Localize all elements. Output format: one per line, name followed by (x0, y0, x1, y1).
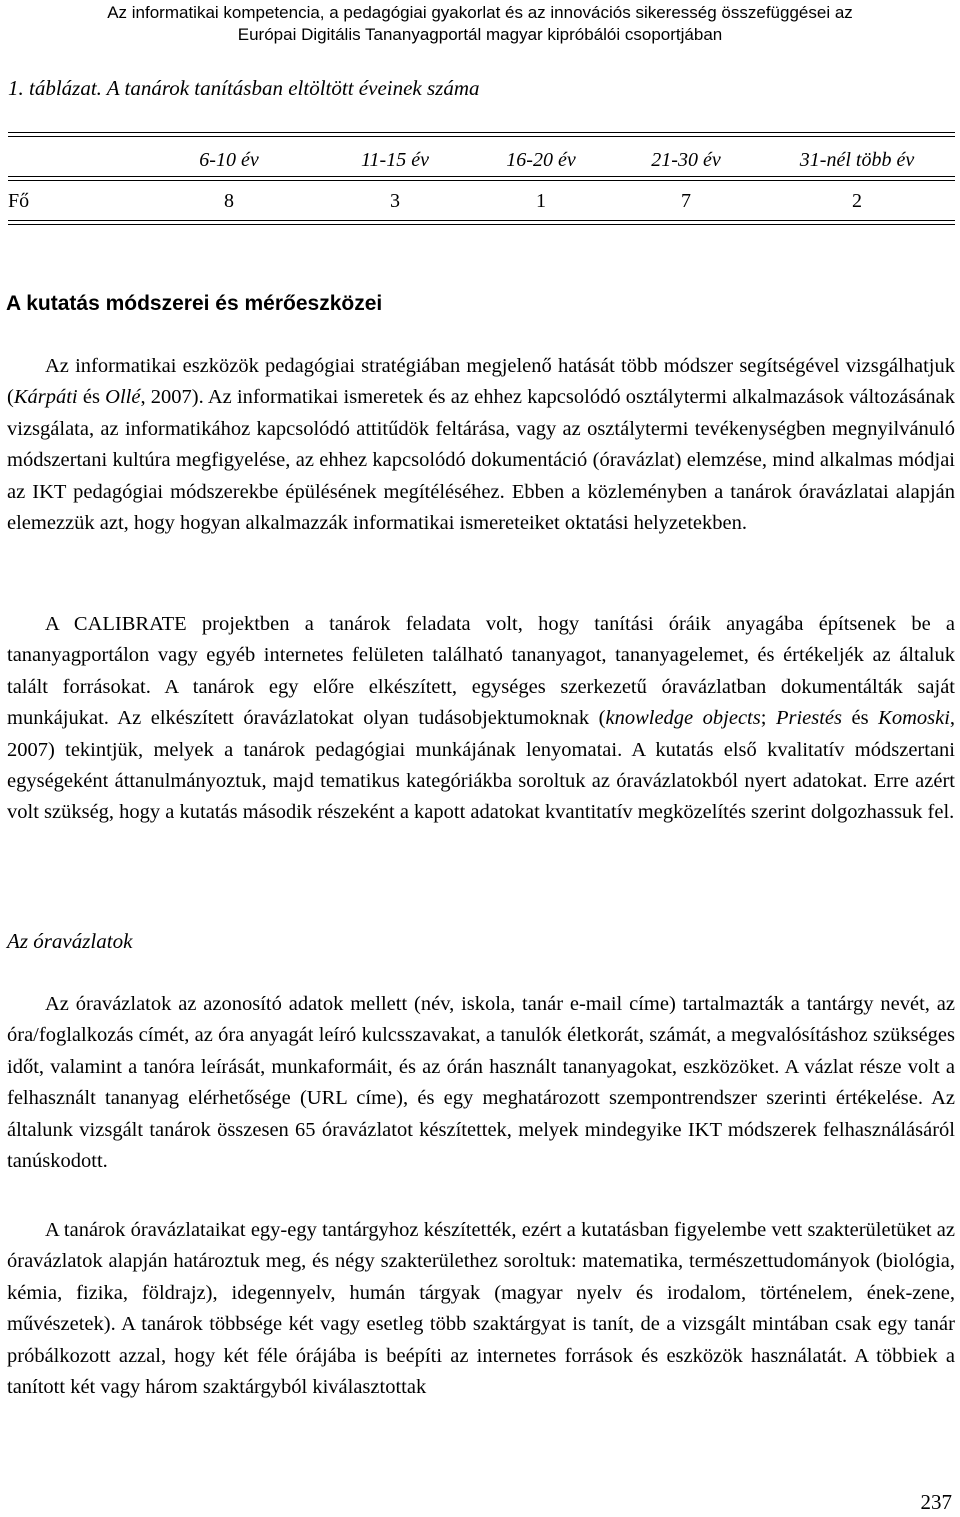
citation-author: Priestés (775, 707, 843, 730)
running-header (0, 2, 960, 46)
cell-value: 3 (390, 190, 400, 212)
cell-value: 2 (852, 190, 862, 212)
citation-author: Ollé (105, 386, 141, 409)
text-run: és (77, 386, 106, 409)
paragraph-lesson-plans-1: Az óravázlatok az azonosító adatok mellett (név, iskola, tanár e-mail címe) tartalmazták a tantárgy nevét, az óra/foglalkozás címét, az óra anyagát leíró kulcsszavakat, a tanulók életkorát, számát, a megvalósításhoz szükséges időt, valamint a tanóra leírását, munkaformáit, és az órán használt tananyagokat, eszközöket. A vázlat része volt a felhasznált tananyag elérhetősége (URL címe), és egy meghatározott szempontrendszer szerinti értékelése. Az általunk vizsgált tanárok összesen 65 óravázlatot készítettek, melyek mindegyike IKT módszerek felhasználásáról tanúskodott. (7, 993, 955, 1173)
column-header-16-20: 16-20 év (506, 149, 576, 171)
running-header-line-1: Az informatikai kompetencia, a pedagógiai gyakorlat és az innovációs sikeresség összefüggései az (107, 3, 853, 22)
column-header-6-10: 6-10 év (199, 149, 259, 171)
text-run: és (842, 707, 879, 730)
column-header-11-15: 11-15 év (361, 149, 429, 171)
cell-value: 7 (681, 190, 691, 212)
table-bottom-rule (8, 220, 955, 225)
running-header-line-2: Európai Digitális Tananyagportál magyar kipróbálói csoportjában (237, 25, 723, 44)
paragraph-methods-2 (7, 609, 955, 829)
text-run: , 2007) tekintjük, melyek a tanárok pedagógiai munkájának lenyomatai. A kutatás első kvalitatív módszertani egységeként áttanulmányoztuk, majd tematikus kategóriákba soroltuk az óravázlatokból nyert adatokat. Erre azért volt szükség, hogy a kutatás második részeként a kapott adatokat kvantitatív megközelítés szerint dolgozhassuk fel. (7, 707, 956, 824)
page-number: 237 (920, 1490, 952, 1514)
table-header-rule (8, 176, 955, 181)
section-heading-lesson-plans: Az óravázlatok (7, 929, 133, 953)
column-header-21-30: 21-30 év (651, 149, 721, 171)
row-label-fo: Fő (8, 190, 30, 212)
cell-value: 8 (224, 190, 234, 212)
section-heading-methods: A kutatás módszerei és mérőeszközei (6, 292, 383, 315)
paragraph-lesson-plans-2: A tanárok óravázlataikat egy-egy tantárgyhoz készítették, ezért a kutatásban figyelembe vett szakterületüket az óravázlatok alapján határoztuk meg, és négy szakterülethez soroltuk: matematika, természettudományok (biológia, kémia, fizika, földrajz), idegennyelv, humán tárgyak (magyar nyelv és irodalom, történelem, ének-zene, művészetek). A tanárok többsége két vagy esetleg több szaktárgyat is tanít, de a vizsgált mintában csak egy tanár próbálkozott azzal, hogy két féle órájába is beépíti az internetes források és eszközök használatát. A többiek a tanított két vagy három szaktárgyból kiválasztottak (7, 1219, 955, 1399)
text-run: , 2007). Az informatikai ismeretek és az ehhez kapcsolódó osztálytermi alkalmazások változásának vizsgálata, az informatikához kapcsolódó attitűdök feltárása, vagy az osztálytermi tevékenységben megnyilvánuló módszertani kultúra megfigyelése, az ehhez kapcsolódó dokumentáció (óravázlat) elemzése, mind alkalmas módjai az IKT pedagógiai módszerekbe épülésének megítéléséhez. Ebben a közleményben a tanárok óravázlatai alapján elemezzük azt, hogy hogyan alkalmazzák informatikai ismereteiket oktatási helyzetekben. (7, 386, 955, 535)
citation-author: Kárpáti (13, 386, 78, 409)
english-term: knowledge objects (605, 707, 761, 730)
column-header-31-plus: 31-nél több év (799, 149, 915, 171)
table-caption: 1. táblázat. A tanárok tanításban eltöltött éveinek száma (8, 76, 480, 100)
citation-author: Komoski (878, 707, 950, 730)
paragraph-methods-1 (7, 351, 955, 539)
text-run: Az informatikai eszközök pedagógiai stratégiában megjelenő hatását több módszer segítségével vizsgálhatjuk ( (7, 355, 955, 409)
text-run: ; (760, 707, 776, 730)
table-top-rule (8, 132, 955, 137)
cell-value: 1 (536, 190, 546, 212)
text-run: A CALIBRATE projektben a tanárok feladata volt, hogy tanítási óráik anyagába építsenek be a tananyagportálon vagy egyéb internetes felületen található tananyagot, tananyagelemet, és értékeljék az általuk talált forrásokat. A tanárok egy előre elkészített, egységes szerkezetű óravázlatban dokumentálták saját munkájukat. Az elkészített óravázlatokat olyan tudásobjektumoknak ( (7, 613, 955, 730)
